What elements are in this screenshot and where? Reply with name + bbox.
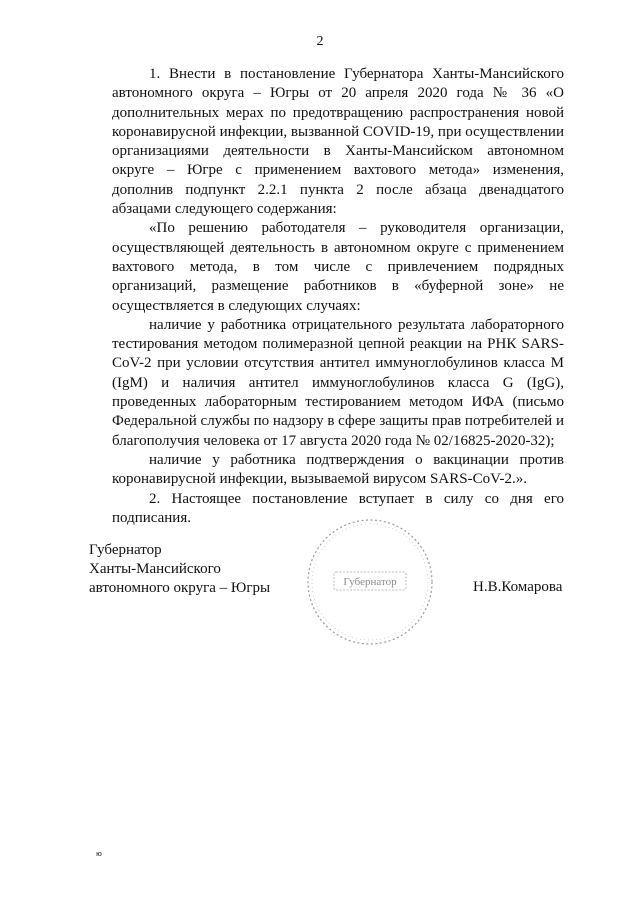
signer-name: Н.В.Комарова (473, 579, 563, 595)
page-number: 2 (316, 34, 324, 49)
paragraph-employer-decision: «По решению работодателя – руководителя организации, осуществляющей деятельность в автономном округе с применением вахтового метода, в том числе с привлечением подрядных организаций, размещение работников в «буферной зоне» не осуществляется в следующих случаях: (112, 220, 564, 314)
paragraph-test-result: наличие у работника отрицательного результата лабораторного тестирования методом полимеразной цепной реакции на РНК SARS-CoV-2 при условии отсутствия антител иммуноглобулинов класса M (IgM) и наличия антител иммуноглобулинов класса G (IgG), проведенных лабораторным тестированием методом ИФА (письмо Федеральной службы по надзору в сфере защиты прав потребителей и благополучия человека от 17 августа 2020 года № 02/16825-2020-32); (112, 316, 564, 449)
signatory-title-line: Ханты-Мансийского (89, 561, 221, 577)
footer-mark: ю (96, 850, 102, 858)
paragraph-amendment: 1. Внести в постановление Губернатора Ханты-Мансийского автономного округа – Югры от 20 апреля 2020 года № 36 «О дополнительных мерах по предотвращению распространения новой коронавирусной инфекции, вызванной COVID-19, при осуществлении организациями деятельности в Ханты-Мансийском автономном округе – Югре с применением вахтового метода» изменения, дополнив подпункт 2.2.1 пункта 2 после абзаца двенадцатого абзацами следующего содержания: (112, 66, 564, 218)
signatory-title (89, 541, 270, 598)
signatory-title-line: автономного округа – Югры (89, 580, 271, 596)
seal-stamp (300, 512, 440, 652)
paragraph-vaccination: наличие у работника подтверждения о вакцинации против коронавирусной инфекции, вызываемой вирусом SARS-CoV-2.». (112, 451, 564, 488)
document-body (112, 65, 564, 528)
stamp-label: Губернатор (343, 576, 397, 588)
signatory-title-line: Губернатор (89, 542, 162, 558)
paragraph-effective-date: 2. Настоящее постановление вступает в силу со дня его подписания. (112, 490, 564, 526)
